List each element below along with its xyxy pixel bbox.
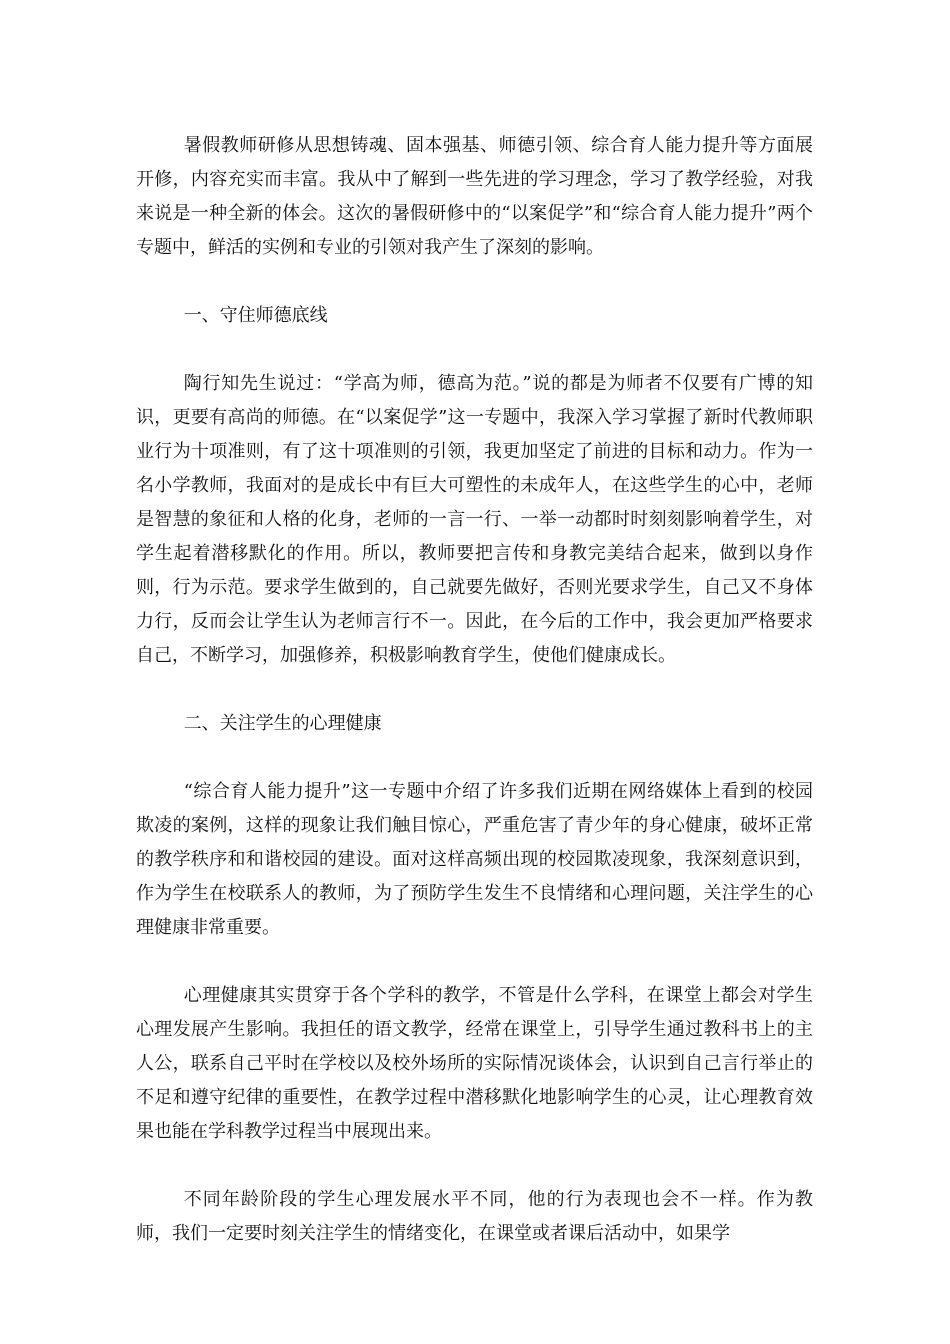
subject-teaching-paragraph: 心理健康其实贯穿于各个学科的教学，不管是什么学科，在课堂上都会对学生心理发展产生影响。我担任的语文教学，经常在课堂上，引导学生通过教科书上的主人公，联系自己平时在学校以及校外场所的实际情况谈体会，认识到自己言行举止的不足和遵守纪律的重要性，在教学过程中潜移默化地影响学生的心灵，让心理教育效果也能在学科教学过程当中展现出来。 [136,985,813,1142]
section-heading-mental-health: 二、关注学生的心理健康 [183,713,382,734]
intro-paragraph: 暑假教师研修从思想铸魂、固本强基、师德引领、综合育人能力提升等方面展开修，内容充实而丰富。我从中了解到一些先进的学习理念，学习了教学经验，对我来说是一种全新的体会。这次的暑假研修中的“以案促学”和“综合育人能力提升”两个专题中，鲜活的实例和专业的引领对我产生了深刻的影响。 [136,135,813,258]
section-heading-teacher-ethics: 一、守住师德底线 [183,305,328,326]
bullying-paragraph: “综合育人能力提升”这一专题中介绍了许多我们近期在网络媒体上看到的校园欺凌的案例，这样的现象让我们触目惊心，严重危害了青少年的身心健康，破坏正常的教学秩序和和谐校园的建设。面对这样高频出现的校园欺凌现象，我深刻意识到，作为学生在校联系人的教师，为了预防学生发生不良情绪和心理问题，关注学生的心理健康非常重要。 [136,781,813,938]
document-body [136,129,813,1251]
age-stage-paragraph: 不同年龄阶段的学生心理发展水平不同，他的行为表现也会不一样。作为教师，我们一定要时刻关注学生的情绪变化，在课堂或者课后活动中，如果学 [136,1189,813,1244]
teacher-ethics-paragraph: 陶行知先生说过：“学高为师，德高为范。”说的都是为师者不仅要有广博的知识，更要有高尚的师德。在“以案促学”这一专题中，我深入学习掌握了新时代教师职业行为十项准则，有了这十项准则的引领，我更加坚定了前进的目标和动力。作为一名小学教师，我面对的是成长中有巨大可塑性的未成年人，在这些学生的心中，老师是智慧的象征和人格的化身，老师的一言一行、一举一动都时时刻刻影响着学生，对学生起着潜移默化的作用。所以，教师要把言传和身教完美结合起来，做到以身作则，行为示范。要求学生做到的，自己就要先做好，否则光要求学生，自己又不身体力行，反而会让学生认为老师言行不一。因此，在今后的工作中，我会更加严格要求自己，不断学习，加强修养，积极影响教育学生，使他们健康成长。 [136,373,813,666]
